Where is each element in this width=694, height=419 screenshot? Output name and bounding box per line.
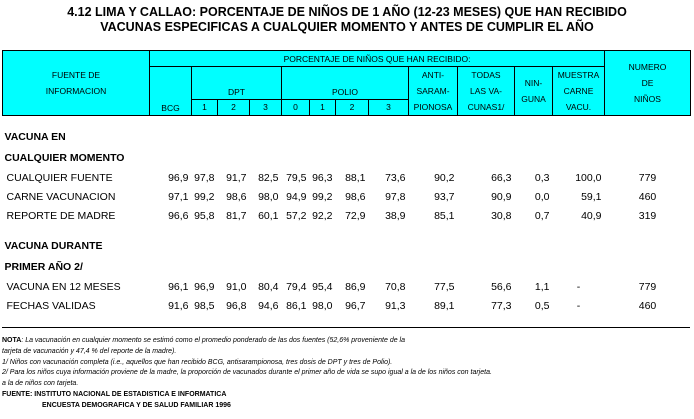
table-cell: 96,8 bbox=[226, 299, 247, 312]
table-cell: 95,8 bbox=[194, 209, 215, 222]
table-cell: 97,8 bbox=[194, 171, 215, 184]
table-body bbox=[3, 116, 691, 316]
table-cell: 66,3 bbox=[491, 171, 512, 184]
footnote-1: 1/ Niños con vacunación completa (i.e., aquellos que han recibido BCG, antisarampionosa, tres dosis de DPT y tres de Polio). bbox=[2, 358, 393, 366]
table-row bbox=[3, 206, 691, 225]
table-cell: 96,3 bbox=[312, 171, 333, 184]
table-cell: 86,1 bbox=[286, 299, 307, 312]
footnote-2b: a la de niños con tarjeta. bbox=[2, 380, 79, 388]
table-cell: 82,5 bbox=[258, 171, 279, 184]
section-title: VACUNA EN bbox=[4, 130, 66, 143]
footnotes bbox=[2, 336, 692, 412]
header-muestra: MUESTRA CARNE VACU. bbox=[553, 67, 605, 116]
table-cell: 99,2 bbox=[194, 190, 215, 203]
table-cell: 460 bbox=[638, 299, 657, 312]
table-bottom-rule bbox=[2, 327, 690, 328]
header-ninguna: NIN- GUNA bbox=[515, 67, 553, 116]
table-row bbox=[3, 187, 691, 206]
table-cell: 97,8 bbox=[385, 190, 406, 203]
table-cell: 72,9 bbox=[345, 209, 366, 222]
header-polio-3: 3 bbox=[369, 99, 409, 115]
header-polio-0: 0 bbox=[282, 99, 310, 115]
table-cell: 100,0 bbox=[575, 171, 602, 184]
table-cell: 94,9 bbox=[286, 190, 307, 203]
source-line-1: FUENTE: INSTITUTO NACIONAL DE ESTADISTICA E INFORMATICA bbox=[2, 390, 227, 398]
header-antisarampionosa: ANTI- SARAM- PIONOSA bbox=[409, 67, 458, 116]
header-polio-2: 2 bbox=[336, 99, 369, 115]
section-title: PRIMER AÑO 2/ bbox=[4, 260, 83, 273]
table-cell: 30,8 bbox=[491, 209, 512, 222]
table-cell: 0,7 bbox=[534, 209, 550, 222]
vaccination-table bbox=[2, 50, 691, 315]
header-fuente: FUENTE DE INFORMACION bbox=[3, 51, 150, 116]
table-cell: 96,9 bbox=[194, 280, 215, 293]
table-cell: - bbox=[576, 299, 581, 312]
note-line bbox=[2, 336, 692, 347]
header-dpt-1: 1 bbox=[192, 99, 218, 115]
table-cell: 90,9 bbox=[491, 190, 512, 203]
table-cell: 0,3 bbox=[534, 171, 550, 184]
table-cell: 97,1 bbox=[168, 190, 189, 203]
table-cell: - bbox=[576, 280, 581, 293]
table-cell: 59,1 bbox=[581, 190, 602, 203]
section-title: VACUNA DURANTE bbox=[4, 239, 103, 252]
note-text: : La vacunación en cualquier momento se estimó como el promedio ponderado de las dos fuentes (52,6% proveniente de la bbox=[21, 337, 405, 344]
table-cell: 93,7 bbox=[434, 190, 455, 203]
row-label: FECHAS VALIDAS bbox=[6, 299, 96, 312]
table-cell: 96,1 bbox=[168, 280, 189, 293]
table-cell: 73,6 bbox=[385, 171, 406, 184]
note-label: NOTA bbox=[2, 337, 22, 344]
table-cell: 81,7 bbox=[226, 209, 247, 222]
table-cell: 319 bbox=[638, 209, 657, 222]
footnote-2: 2/ Para los niños cuya información proviene de la madre, la proporción de vacunados durante el primer año de vida se supo igual a la de los niños con tarjeta. bbox=[2, 369, 492, 377]
table-cell: 1,1 bbox=[534, 280, 550, 293]
table-cell: 91,0 bbox=[226, 280, 247, 293]
table-row bbox=[3, 296, 691, 315]
table-cell: 70,8 bbox=[385, 280, 406, 293]
row-label: CARNE VACUNACION bbox=[6, 190, 116, 203]
table-cell: 779 bbox=[638, 280, 657, 293]
table-cell: 98,6 bbox=[345, 190, 366, 203]
table-cell: 95,4 bbox=[312, 280, 333, 293]
table-cell: 89,1 bbox=[434, 299, 455, 312]
table-cell: 88,1 bbox=[345, 171, 366, 184]
table-cell: 60,1 bbox=[258, 209, 279, 222]
table-cell: 96,6 bbox=[168, 209, 189, 222]
table-cell: 98,6 bbox=[226, 190, 247, 203]
section-title: CUALQUIER MOMENTO bbox=[4, 151, 125, 164]
table-cell: 40,9 bbox=[581, 209, 602, 222]
table-cell: 98,0 bbox=[312, 299, 333, 312]
table-cell: 96,7 bbox=[345, 299, 366, 312]
table-cell: 91,7 bbox=[226, 171, 247, 184]
table-cell: 460 bbox=[638, 190, 657, 203]
table-cell: 85,1 bbox=[434, 209, 455, 222]
header-todas: TODAS LAS VA- CUNAS1/ bbox=[458, 67, 515, 116]
table-cell: 0,0 bbox=[534, 190, 550, 203]
table-cell: 98,5 bbox=[194, 299, 215, 312]
table-cell: 0,5 bbox=[534, 299, 550, 312]
table-cell: 56,6 bbox=[491, 280, 512, 293]
table-cell: 99,2 bbox=[312, 190, 333, 203]
table-row bbox=[3, 168, 691, 187]
table-cell: 80,4 bbox=[258, 280, 279, 293]
table-cell: 91,3 bbox=[385, 299, 406, 312]
table-cell: 79,5 bbox=[286, 171, 307, 184]
table-header bbox=[3, 51, 691, 116]
header-bcg: BCG bbox=[150, 67, 192, 116]
header-polio-1: 1 bbox=[310, 99, 336, 115]
header-dpt-3: 3 bbox=[250, 99, 282, 115]
table-cell: 98,0 bbox=[258, 190, 279, 203]
table-cell: 79,4 bbox=[286, 280, 307, 293]
row-label: VACUNA EN 12 MESES bbox=[6, 280, 121, 293]
row-label: CUALQUIER FUENTE bbox=[6, 171, 113, 184]
header-porcentaje: PORCENTAJE DE NIÑOS QUE HAN RECIBIDO: bbox=[150, 51, 605, 67]
header-polio: POLIO bbox=[282, 67, 409, 100]
table-cell: 57,2 bbox=[286, 209, 307, 222]
table-title-line1: 4.12 LIMA Y CALLAO: PORCENTAJE DE NIÑOS DE 1 AÑO (12-23 MESES) QUE HAN RECIBIDO bbox=[67, 5, 627, 19]
table-cell: 94,6 bbox=[258, 299, 279, 312]
table-cell: 77,3 bbox=[491, 299, 512, 312]
table-cell: 91,6 bbox=[168, 299, 189, 312]
table-cell: 90,2 bbox=[434, 171, 455, 184]
source-line-2: ENCUESTA DEMOGRAFICA Y DE SALUD FAMILIAR 1996 bbox=[42, 401, 231, 409]
table-cell: 38,9 bbox=[385, 209, 406, 222]
table-cell: 92,2 bbox=[312, 209, 333, 222]
table-row bbox=[3, 277, 691, 296]
header-numero: NUMERO DE NIÑOS bbox=[605, 51, 691, 116]
table-cell: 86,9 bbox=[345, 280, 366, 293]
note-line-2: tarjeta de vacunación y 47,4 % del reporte de la madre). bbox=[2, 347, 177, 355]
table-cell: 77,5 bbox=[434, 280, 455, 293]
header-dpt: DPT bbox=[192, 67, 282, 100]
table-cell: 779 bbox=[638, 171, 657, 184]
row-label: REPORTE DE MADRE bbox=[6, 209, 116, 222]
table-cell: 96,9 bbox=[168, 171, 189, 184]
header-dpt-2: 2 bbox=[218, 99, 250, 115]
table-title-line2: VACUNAS ESPECIFICAS A CUALQUIER MOMENTO Y ANTES DE CUMPLIR EL AÑO bbox=[100, 20, 594, 34]
